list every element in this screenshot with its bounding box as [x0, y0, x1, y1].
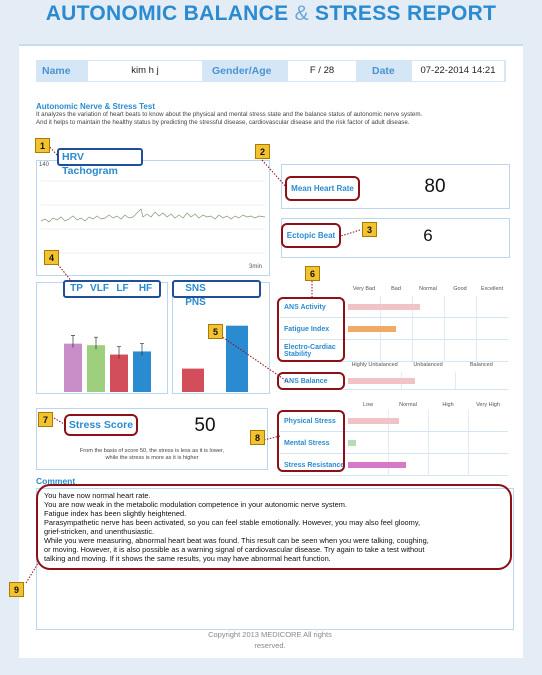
copyright-line-1: Copyright 2013 MEDICORE All rights: [208, 630, 332, 639]
ans-scale-1: Bad: [391, 286, 401, 292]
callout-6: 6: [305, 266, 320, 281]
autonomic-label-sns: SNS: [185, 283, 206, 294]
autonomic-label-pns: PNS: [185, 297, 206, 308]
test-desc-line-2: And it helps to maintain the healthy status by predicting the stressful disease, cardiovascular disease and the risk factor of adult disease.: [36, 119, 410, 126]
name-label: Name: [42, 65, 71, 77]
spectrum-label-vlf: VLF: [90, 283, 109, 294]
ans-scale-0: Very Bad: [352, 286, 376, 292]
gender-age-label: Gender/Age: [212, 65, 272, 77]
title-ampersand: &: [294, 2, 309, 25]
test-heading: Autonomic Nerve & Stress Test: [36, 102, 155, 111]
title-part-2: STRESS REPORT: [308, 2, 497, 25]
stress-row-label-1: Mental Stress: [284, 439, 330, 447]
title-part-1: AUTONOMIC BALANCE: [45, 2, 295, 25]
comment-heading: Comment: [36, 476, 76, 486]
balance-scale-0: Highly Unbalanced: [351, 362, 398, 368]
callout-5: 5: [208, 324, 223, 339]
ans-scale-2: Normal: [419, 286, 437, 292]
callout-3: 3: [362, 222, 377, 237]
stress-row-label-0: Physical Stress: [284, 417, 336, 425]
stress-note-line-2: while the stress is more as it is higher: [105, 455, 199, 461]
comment-line-7: or moving. However, it is also possible as a warning signal of cardiovascular disease. Try again to take a test without: [44, 545, 425, 554]
balance-scale-2: Balanced: [469, 362, 493, 368]
callout-2: 2: [255, 144, 270, 159]
callout-1: 1: [35, 138, 50, 153]
ectopic-label: Ectopic Beat: [281, 223, 341, 248]
mean-hr-label: Mean Heart Rate: [285, 176, 360, 201]
date-value: 07-22-2014 14:21: [412, 61, 504, 81]
callout-8: 8: [250, 430, 265, 445]
ectopic-value: 6: [423, 226, 433, 245]
callout-4: 4: [44, 250, 59, 265]
name-value: kim h j: [88, 61, 202, 81]
stress-row-label-2: Stress Resistance: [284, 461, 345, 469]
comment-line-1: You have now normal heart rate.: [44, 491, 151, 500]
ans-row-label-2: Electro-Cardiac Stability: [284, 344, 336, 358]
date-label: Date: [372, 65, 395, 77]
comment-line-6: While you were measuring, abnormal heart beat was found. This result can be seen when you were talking, coughing,: [44, 536, 429, 545]
ans-row-label-1: Fatigue Index: [284, 325, 330, 333]
comment-line-4: Parasympathetic nerve has been activated, so you can feel stable emotionally. However, you may also feel gloomy,: [44, 518, 421, 527]
stress-scale-3: Very High: [476, 402, 500, 408]
stress-note-line-1: From the basis of score 50, the stress is less as it is lower,: [79, 448, 225, 454]
stress-score-label: Stress Score: [64, 414, 138, 436]
gender-age-value: F / 28: [288, 61, 356, 81]
ans-scale-4: Excellent: [480, 286, 504, 292]
tachogram-label: HRV Tachogram: [57, 148, 143, 166]
test-desc-line-1: It analyzes the variation of heart beats to know about the physical and mental stress state and the balance status of autonomic nerve system.: [36, 111, 423, 118]
comment-line-2: You are now weak in the metabolic modulation competence in your autonomic nerve system.: [44, 500, 347, 509]
tachogram-ymax: 140: [39, 162, 50, 168]
stress-scale-2: High: [442, 402, 454, 408]
callout-9: 9: [9, 582, 24, 597]
comment-line-8: talking and moving. If it shows the same results, you may have abnormal heart function.: [44, 554, 331, 563]
spectrum-label-tp: TP: [70, 283, 83, 294]
comment-line-3: Fatigue index has been slightly heightened.: [44, 509, 187, 518]
stress-scale-0: Low: [362, 402, 374, 408]
balance-scale-1: Unbalanced: [413, 362, 443, 368]
callout-7: 7: [38, 412, 53, 427]
balance-row-label-0: ANS Balance: [284, 377, 328, 385]
stress-score-value: 50: [194, 415, 216, 436]
comment-line-5: grief-stricken, and unenthusiastic.: [44, 527, 155, 536]
mean-hr-value: 80: [424, 176, 446, 197]
ans-row-label-0: ANS Activity: [284, 303, 326, 311]
spectrum-label-hf: HF: [138, 283, 153, 294]
copyright-line-2: reserved.: [254, 641, 286, 650]
tachogram-xend: 3min: [249, 264, 263, 270]
ans-scale-3: Good: [453, 286, 467, 292]
stress-scale-1: Normal: [399, 402, 417, 408]
spectrum-label-lf: LF: [116, 283, 129, 294]
